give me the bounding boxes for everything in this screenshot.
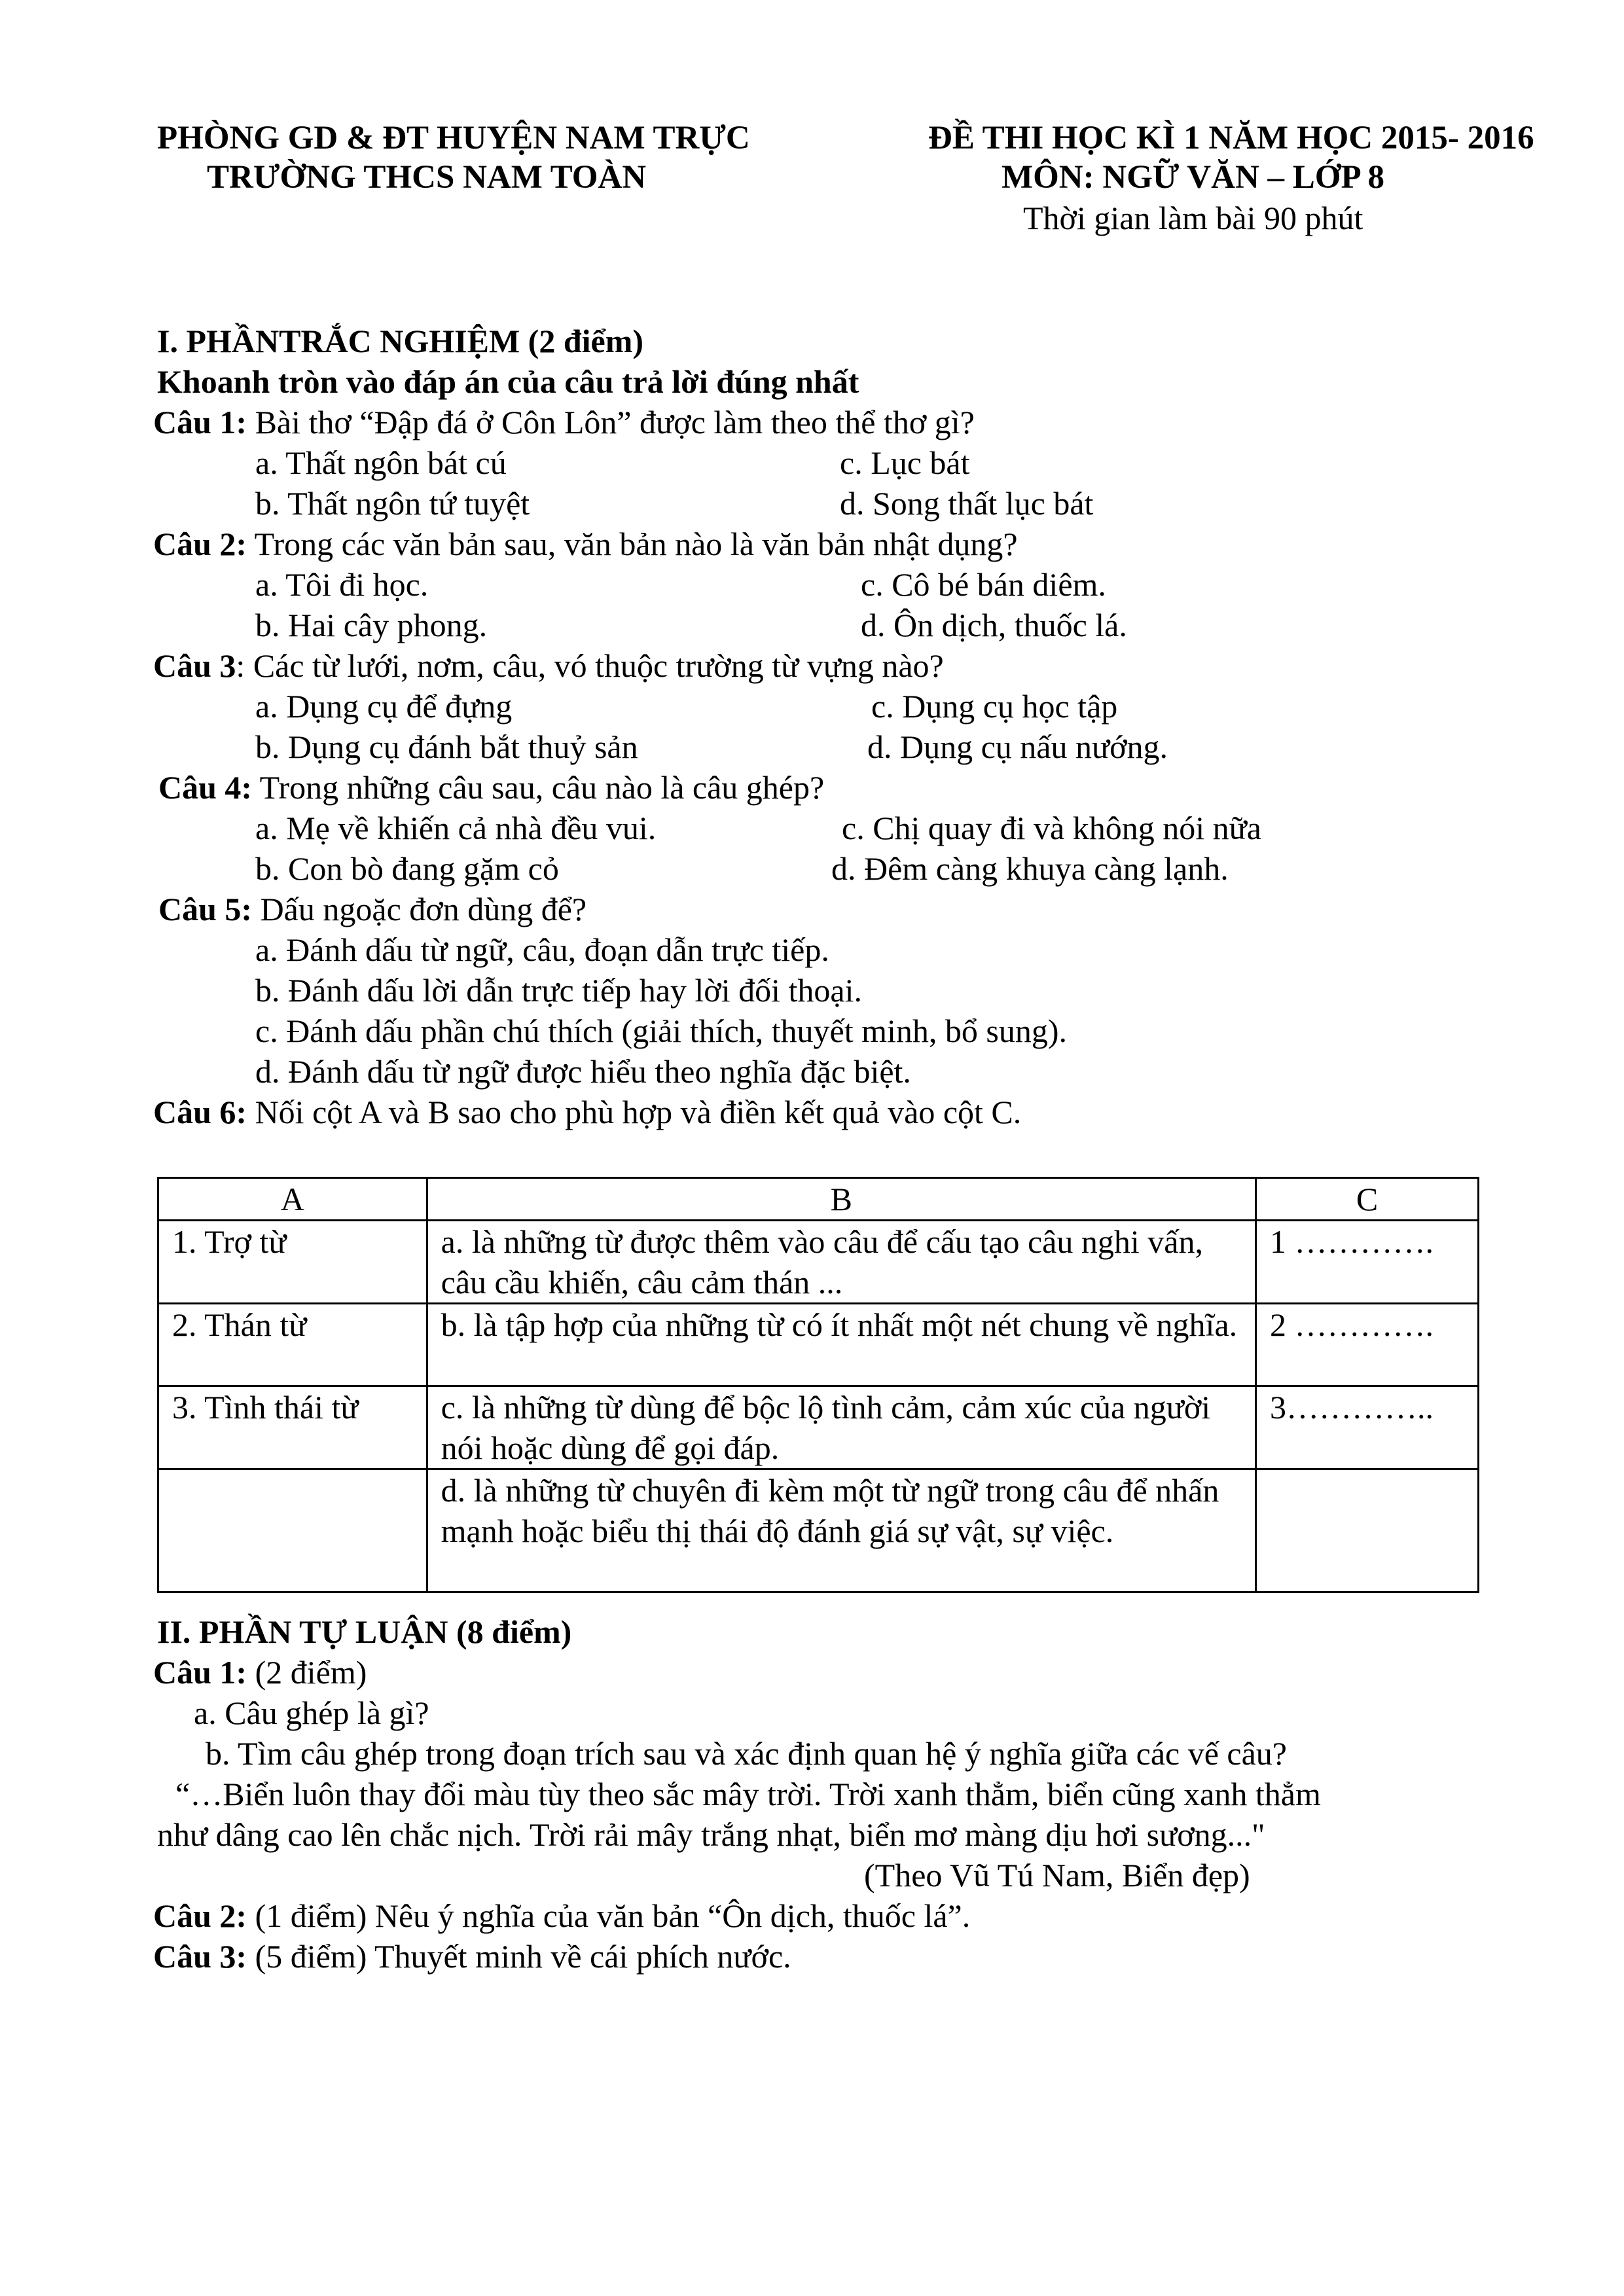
quote-line-1: “…Biển luôn thay đổi màu tùy theo sắc mây trời. Trời xanh thẳm, biển cũng xanh thẳm <box>175 1776 1321 1812</box>
essay-q1-part-b: b. Tìm câu ghép trong đoạn trích sau và xác định quan hệ ý nghĩa giữa các vế câu? <box>206 1735 1287 1772</box>
question-2 <box>153 524 1018 564</box>
q5-option-c: c. Đánh dấu phần chú thích (giải thích, thuyết minh, bổ sung). <box>255 1013 1068 1049</box>
table-cell-b: a. là những từ được thêm vào câu để cấu tạo câu nghi vấn, câu cầu khiến, câu cảm thán ... <box>427 1221 1255 1304</box>
part1-instruction: Khoanh tròn vào đáp án của câu trả lời đúng nhất <box>157 363 859 400</box>
exam-title: ĐỀ THI HỌC KÌ 1 NĂM HỌC 2015- 2016 <box>928 120 1534 156</box>
table-cell-c <box>1256 1469 1479 1592</box>
question-5 <box>158 889 586 929</box>
table-cell-b: c. là những từ dùng để bộc lộ tình cảm, cảm xúc của người nói hoặc dùng để gọi đáp. <box>427 1386 1255 1469</box>
question-6-label: Câu 6: <box>153 1094 247 1130</box>
q5-option-d: d. Đánh dấu từ ngữ được hiểu theo nghĩa đặc biệt. <box>255 1053 911 1090</box>
question-2-label: Câu 2: <box>153 526 247 562</box>
q3-option-c: c. Dụng cụ học tập <box>871 688 1118 725</box>
question-1 <box>153 402 975 442</box>
question-3-label: Câu 3 <box>153 647 236 684</box>
q4-option-d: d. Đêm càng khuya càng lạnh. <box>831 850 1229 887</box>
q1-option-d: d. Song thất lục bát <box>840 485 1094 522</box>
table-row <box>158 1386 1479 1469</box>
q5-option-b: b. Đánh dấu lời dẫn trực tiếp hay lời đối thoại. <box>255 972 863 1009</box>
table-row <box>158 1469 1479 1592</box>
q3-option-a: a. Dụng cụ để đựng <box>255 688 513 725</box>
column-header-a: A <box>158 1178 427 1221</box>
question-6-text: Nối cột A và B sao cho phù hợp và điền kết quả vào cột C. <box>247 1094 1022 1130</box>
essay-question-2-label: Câu 2: <box>153 1897 247 1934</box>
question-4-text: Trong những câu sau, câu nào là câu ghép? <box>252 769 825 806</box>
column-header-c: C <box>1256 1178 1479 1221</box>
question-5-text: Dấu ngoặc đơn dùng để? <box>252 891 587 927</box>
q4-option-a: a. Mẹ về khiến cả nhà đều vui. <box>255 810 657 846</box>
essay-q1-part-a: a. Câu ghép là gì? <box>194 1695 429 1731</box>
table-cell-a <box>158 1469 427 1592</box>
q1-option-c: c. Lục bát <box>840 444 970 481</box>
part1-title: I. PHẦNTRẮC NGHIỆM (2 điểm) <box>157 323 644 359</box>
quote-line-2: như dâng cao lên chắc nịch. Trời rải mây trắng nhạt, biển mơ màng dịu hơi sương..." <box>157 1816 1265 1853</box>
q1-option-a: a. Thất ngôn bát cú <box>255 444 507 481</box>
matching-table <box>157 1177 1479 1593</box>
table-cell-a: 1. Trợ từ <box>158 1221 427 1304</box>
q2-option-a: a. Tôi đi học. <box>255 566 429 603</box>
q3-option-b: b. Dụng cụ đánh bắt thuỷ sản <box>255 728 638 765</box>
essay-question-2-text: (1 điểm) Nêu ý nghĩa của văn bản “Ôn dịch, thuốc lá”. <box>247 1897 971 1934</box>
table-header-row <box>158 1178 1479 1221</box>
question-4-label: Câu 4: <box>158 769 253 806</box>
question-1-text: Bài thơ “Đập đá ở Côn Lôn” được làm theo thể thơ gì? <box>247 404 975 440</box>
q5-option-a: a. Đánh dấu từ ngữ, câu, đoạn dẫn trực tiếp. <box>255 931 829 968</box>
table-cell-a: 2. Thán từ <box>158 1304 427 1386</box>
table-cell-a: 3. Tình thái từ <box>158 1386 427 1469</box>
table-row <box>158 1304 1479 1386</box>
question-5-label: Câu 5: <box>158 891 253 927</box>
department-name: PHÒNG GD & ĐT HUYỆN NAM TRỰC <box>157 120 750 156</box>
quote-source: (Theo Vũ Tú Nam, Biển đẹp) <box>864 1857 1250 1893</box>
essay-question-3 <box>153 1936 791 1977</box>
question-3 <box>153 645 944 686</box>
table-cell-c: 3………….. <box>1256 1386 1479 1469</box>
essay-question-3-text: (5 điểm) Thuyết minh về cái phích nước. <box>247 1938 791 1975</box>
q1-option-b: b. Thất ngôn tứ tuyệt <box>255 485 530 522</box>
question-1-label: Câu 1: <box>153 404 247 440</box>
essay-question-1 <box>153 1652 367 1693</box>
essay-question-1-text: (2 điểm) <box>247 1654 367 1691</box>
column-header-b: B <box>427 1178 1255 1221</box>
essay-question-2 <box>153 1895 970 1936</box>
school-name: TRƯỜNG THCS NAM TOÀN <box>207 159 647 196</box>
question-3-text: : Các từ lưới, nơm, câu, vó thuộc trường từ vựng nào? <box>236 647 944 684</box>
part2-title: II. PHẦN TỰ LUẬN (8 điểm) <box>157 1613 572 1650</box>
table-cell-c: 2 …………. <box>1256 1304 1479 1386</box>
table-cell-b: b. là tập hợp của những từ có ít nhất một nét chung về nghĩa. <box>427 1304 1255 1386</box>
q4-option-c: c. Chị quay đi và không nói nữa <box>842 810 1261 846</box>
table-cell-c: 1 …………. <box>1256 1221 1479 1304</box>
q2-option-b: b. Hai cây phong. <box>255 607 488 643</box>
essay-question-3-label: Câu 3: <box>153 1938 247 1975</box>
table-row <box>158 1221 1479 1304</box>
q2-option-c: c. Cô bé bán diêm. <box>861 566 1106 603</box>
exam-duration: Thời gian làm bài 90 phút <box>1023 200 1363 236</box>
question-4 <box>158 767 824 808</box>
q4-option-b: b. Con bò đang gặm cỏ <box>255 850 559 887</box>
exam-subject: MÔN: NGỮ VĂN – LỚP 8 <box>1001 159 1385 196</box>
q3-option-d: d. Dụng cụ nấu nướng. <box>867 728 1168 765</box>
question-2-text: Trong các văn bản sau, văn bản nào là văn bản nhật dụng? <box>247 526 1018 562</box>
essay-question-1-label: Câu 1: <box>153 1654 247 1691</box>
q2-option-d: d. Ôn dịch, thuốc lá. <box>861 607 1127 643</box>
question-6 <box>153 1092 1021 1132</box>
table-cell-b: d. là những từ chuyên đi kèm một từ ngữ trong câu để nhấn mạnh hoặc biểu thị thái độ đánh giá sự vật, sự việc. <box>427 1469 1255 1592</box>
